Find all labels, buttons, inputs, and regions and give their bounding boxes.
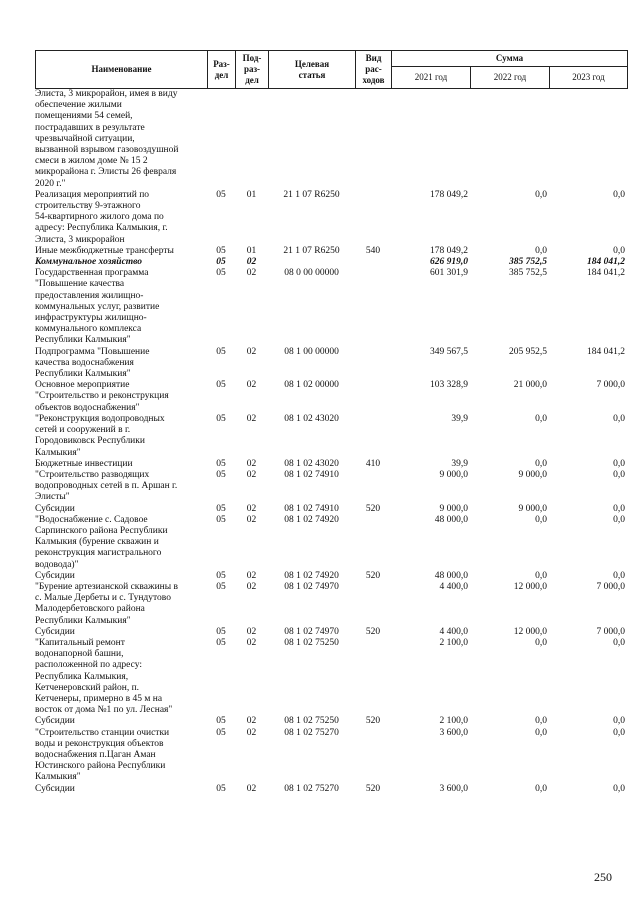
row-target-article: 08 1 02 43020 — [284, 413, 339, 424]
table-header — [35, 50, 628, 89]
row-razdel: 05 — [216, 637, 226, 648]
row-razdel: 05 — [216, 783, 226, 794]
row-name: Основное мероприятие "Строительство и реконструкция объектов водоснабжения" — [35, 380, 169, 413]
table-row — [35, 380, 627, 414]
table-row — [35, 414, 627, 459]
row-sum-2023: 0,0 — [613, 716, 625, 727]
row-target-article: 08 1 02 74910 — [284, 469, 339, 480]
row-sum-2021: 9 000,0 — [439, 503, 468, 514]
table-row — [35, 515, 627, 571]
row-podrazdel: 01 — [246, 245, 257, 256]
row-target-article: 08 0 00 00000 — [284, 268, 339, 279]
table-row — [35, 784, 627, 795]
table-row — [35, 347, 627, 381]
row-target-article: 08 1 02 75270 — [284, 727, 339, 738]
row-sum-2021: 4 400,0 — [439, 626, 468, 637]
row-podrazdel: 02 — [246, 570, 257, 581]
row-podrazdel: 02 — [246, 268, 257, 279]
row-sum-2022: 385 752,5 — [509, 257, 547, 268]
row-expense-type: 410 — [365, 458, 381, 469]
row-sum-2021: 626 919,0 — [430, 257, 468, 268]
row-name: Субсидии — [35, 503, 75, 514]
row-sum-2021: 39,9 — [451, 458, 468, 469]
row-razdel: 05 — [216, 626, 226, 637]
row-podrazdel: 02 — [246, 380, 257, 391]
row-sum-2023: 0,0 — [613, 570, 625, 581]
row-podrazdel: 02 — [246, 716, 257, 727]
row-sum-2022: 12 000,0 — [513, 581, 547, 592]
row-sum-2023: 0,0 — [613, 469, 625, 480]
row-target-article: 21 1 07 R6250 — [283, 189, 340, 200]
row-sum-2023: 184 041,2 — [587, 257, 625, 268]
row-name: Субсидии — [35, 626, 75, 637]
table-row — [35, 459, 627, 470]
table-row — [35, 257, 627, 268]
row-target-article: 08 1 02 75270 — [284, 783, 339, 794]
row-name: Иные межбюджетные трансферты — [35, 245, 174, 256]
row-sum-2021: 2 100,0 — [439, 716, 468, 727]
row-razdel: 05 — [216, 727, 226, 738]
row-razdel: 05 — [216, 380, 226, 391]
row-sum-2022: 0,0 — [535, 514, 547, 525]
row-sum-2022: 0,0 — [535, 413, 547, 424]
row-sum-2021: 48 000,0 — [434, 514, 468, 525]
row-sum-2023: 0,0 — [613, 245, 625, 256]
table-row — [35, 504, 627, 515]
table-row — [35, 89, 627, 190]
table-row — [35, 571, 627, 582]
row-target-article — [268, 257, 355, 268]
header-expense-type: Вид рас- ходов — [356, 51, 392, 89]
row-expense-type: 520 — [365, 570, 381, 581]
row-sum-2021: 349 567,5 — [430, 346, 468, 357]
row-name: Субсидии — [35, 570, 75, 581]
header-target-article: Целевая статья — [269, 51, 356, 89]
row-sum-2022: 0,0 — [535, 637, 547, 648]
header-year-2022: 2022 год — [471, 67, 550, 89]
row-expense-type — [355, 515, 391, 571]
row-expense-type — [355, 190, 391, 246]
row-target-article: 08 1 02 75250 — [284, 637, 339, 648]
row-sum-2021 — [391, 89, 470, 190]
row-expense-type: 520 — [365, 503, 381, 514]
row-target-article: 21 1 07 R6250 — [283, 245, 340, 256]
row-sum-2023: 0,0 — [613, 783, 625, 794]
row-name: Бюджетные инвестиции — [35, 458, 133, 469]
row-sum-2023: 0,0 — [613, 727, 625, 738]
row-sum-2022: 9 000,0 — [518, 503, 547, 514]
row-podrazdel — [235, 89, 268, 190]
row-target-article: 08 1 02 00000 — [284, 380, 339, 391]
header-podrazdel: Под- раз- дел — [236, 51, 269, 89]
row-razdel: 05 — [216, 581, 226, 592]
header-year-2023: 2023 год — [550, 67, 628, 89]
row-podrazdel: 01 — [246, 189, 257, 200]
row-podrazdel: 02 — [246, 346, 257, 357]
row-sum-2022: 0,0 — [535, 716, 547, 727]
row-razdel: 05 — [216, 268, 226, 279]
row-name: "Капитальный ремонт водонапорной башни, расположенной по адресу: Республика Калмыкия, Кетченеровский район, п. Кетченеры, примерно в 45 м на восток от дома №1 по ул. Лесная" — [35, 637, 173, 716]
row-sum-2023: 7 000,0 — [596, 380, 625, 391]
row-razdel: 05 — [216, 257, 226, 268]
row-name: "Реконструкция водопроводных сетей и сооружений в г. Городовиковск Республики Калмыкия" — [35, 413, 165, 458]
row-target-article: 08 1 02 74910 — [284, 503, 339, 514]
header-year-2021: 2021 год — [392, 67, 471, 89]
budget-table — [35, 89, 627, 795]
row-name: Государственная программа "Повышение качества предоставления жилищно- коммунальных услуг, развитие инфраструктуры жилищно- коммунального комплекса Республики Калмыкия" — [35, 268, 160, 346]
row-expense-type — [355, 268, 391, 346]
row-razdel: 05 — [216, 458, 226, 469]
row-sum-2021: 9 000,0 — [439, 469, 468, 480]
table-row — [35, 190, 627, 246]
row-name: "Бурение артезианской скважины в с. Малые Дербеты и с. Тундутово Малодербетовского района Республики Калмыкия" — [35, 581, 178, 626]
row-razdel: 05 — [216, 570, 226, 581]
row-podrazdel: 02 — [246, 413, 257, 424]
row-expense-type — [355, 380, 391, 414]
row-sum-2021: 178 049,2 — [430, 245, 468, 256]
row-podrazdel: 02 — [246, 581, 257, 592]
row-razdel: 05 — [216, 514, 226, 525]
table-row — [35, 716, 627, 727]
row-expense-type — [355, 728, 391, 784]
header-sum: Сумма — [392, 51, 628, 67]
row-name: "Строительство станции очистки воды и реконструкция объектов водоснабжения п.Цаган Аман Юстинского района Республики Калмыкия" — [35, 727, 170, 783]
row-target-article: 08 1 02 75250 — [284, 716, 339, 727]
row-sum-2022: 385 752,5 — [509, 268, 547, 279]
row-sum-2022: 0,0 — [535, 783, 547, 794]
row-sum-2021: 2 100,0 — [439, 637, 468, 648]
table-row — [35, 638, 627, 716]
row-target-article — [268, 89, 355, 190]
row-sum-2021: 3 600,0 — [439, 727, 468, 738]
row-expense-type — [355, 257, 391, 268]
row-sum-2022: 205 952,5 — [509, 346, 547, 357]
row-name: Субсидии — [35, 716, 75, 727]
row-sum-2023: 184 041,2 — [587, 346, 625, 357]
table-row — [35, 246, 627, 257]
row-target-article: 08 1 02 74970 — [284, 581, 339, 592]
row-sum-2022: 12 000,0 — [513, 626, 547, 637]
row-podrazdel: 02 — [246, 783, 257, 794]
row-sum-2022: 0,0 — [535, 570, 547, 581]
row-razdel: 05 — [216, 189, 226, 200]
table-row — [35, 728, 627, 784]
row-sum-2021: 39,9 — [451, 413, 468, 424]
row-podrazdel: 02 — [246, 257, 257, 268]
table-row — [35, 627, 627, 638]
table-row — [35, 470, 627, 504]
row-sum-2022: 21 000,0 — [513, 380, 547, 391]
row-podrazdel: 02 — [246, 626, 257, 637]
row-razdel: 05 — [216, 469, 226, 480]
row-sum-2021: 178 049,2 — [430, 189, 468, 200]
row-sum-2023: 0,0 — [613, 413, 625, 424]
table-row — [35, 268, 627, 346]
row-sum-2022: 0,0 — [535, 458, 547, 469]
row-name: Реализация мероприятий по строительству 9-этажного 54-квартирного жилого дома по адресу: Республика Калмыкия, г. Элиста, 3 микрорайон — [35, 189, 168, 245]
row-sum-2021: 48 000,0 — [434, 570, 468, 581]
row-sum-2021: 103 328,9 — [430, 380, 468, 391]
row-name: Коммунальное хозяйство — [35, 257, 143, 268]
row-sum-2023: 7 000,0 — [596, 581, 625, 592]
row-razdel: 05 — [216, 503, 226, 514]
row-expense-type — [355, 582, 391, 627]
row-target-article: 08 1 00 00000 — [284, 346, 339, 357]
row-podrazdel: 02 — [246, 637, 257, 648]
row-podrazdel: 02 — [246, 503, 257, 514]
row-expense-type — [355, 638, 391, 716]
row-name: Подпрограмма "Повышение качества водоснабжения Республики Калмыкия" — [35, 346, 150, 380]
row-sum-2023: 0,0 — [613, 458, 625, 469]
table-row — [35, 582, 627, 627]
row-expense-type — [355, 414, 391, 459]
row-name: Элиста, 3 микрорайон, имея в виду обеспечение жилыми помещениями 54 семей, пострадавших в результате чрезвычайной ситуации, вызванной взрывом газовоздушной смеси в жилом доме № 15 2 микрорайона г. Элисты 26 февраля 2020 г." — [35, 89, 179, 189]
row-expense-type: 540 — [365, 245, 381, 256]
row-sum-2023: 0,0 — [613, 637, 625, 648]
row-expense-type: 520 — [365, 783, 381, 794]
row-expense-type: 520 — [365, 716, 381, 727]
row-target-article: 08 1 02 74970 — [284, 626, 339, 637]
row-expense-type — [355, 89, 391, 190]
row-target-article: 08 1 02 74920 — [284, 570, 339, 581]
row-podrazdel: 02 — [246, 514, 257, 525]
row-razdel: 05 — [216, 245, 226, 256]
row-sum-2022: 9 000,0 — [518, 469, 547, 480]
row-sum-2023: 0,0 — [613, 514, 625, 525]
row-podrazdel: 02 — [246, 727, 257, 738]
row-sum-2023 — [549, 89, 627, 190]
row-sum-2022: 0,0 — [535, 727, 547, 738]
header-razdel: Раз- дел — [208, 51, 236, 89]
row-razdel: 05 — [216, 716, 226, 727]
row-expense-type — [355, 470, 391, 504]
row-sum-2022: 0,0 — [535, 189, 547, 200]
row-target-article: 08 1 02 74920 — [284, 514, 339, 525]
row-razdel: 05 — [216, 413, 226, 424]
header-name: Наименование — [36, 51, 208, 89]
row-target-article: 08 1 02 43020 — [284, 458, 339, 469]
row-razdel — [207, 89, 235, 190]
row-podrazdel: 02 — [246, 469, 257, 480]
row-expense-type: 520 — [365, 626, 381, 637]
row-podrazdel: 02 — [246, 458, 257, 469]
row-name: "Водоснабжение с. Садовое Сарпинского района Республики Калмыкия (бурение скважин и реконструкция магистрального водовода)" — [35, 514, 168, 570]
row-name: "Строительство разводящих водопроводных сетей в п. Аршан г. Элисты" — [35, 469, 178, 503]
row-sum-2023: 0,0 — [613, 503, 625, 514]
page-number: 250 — [594, 870, 612, 884]
row-razdel: 05 — [216, 346, 226, 357]
row-sum-2023: 7 000,0 — [596, 626, 625, 637]
row-sum-2021: 3 600,0 — [439, 783, 468, 794]
row-sum-2021: 601 301,9 — [430, 268, 468, 279]
row-sum-2021: 4 400,0 — [439, 581, 468, 592]
row-sum-2023: 184 041,2 — [587, 268, 625, 279]
row-expense-type — [355, 347, 391, 381]
row-sum-2023: 0,0 — [613, 189, 625, 200]
row-name: Субсидии — [35, 783, 75, 794]
row-sum-2022: 0,0 — [535, 245, 547, 256]
row-sum-2022 — [470, 89, 549, 190]
